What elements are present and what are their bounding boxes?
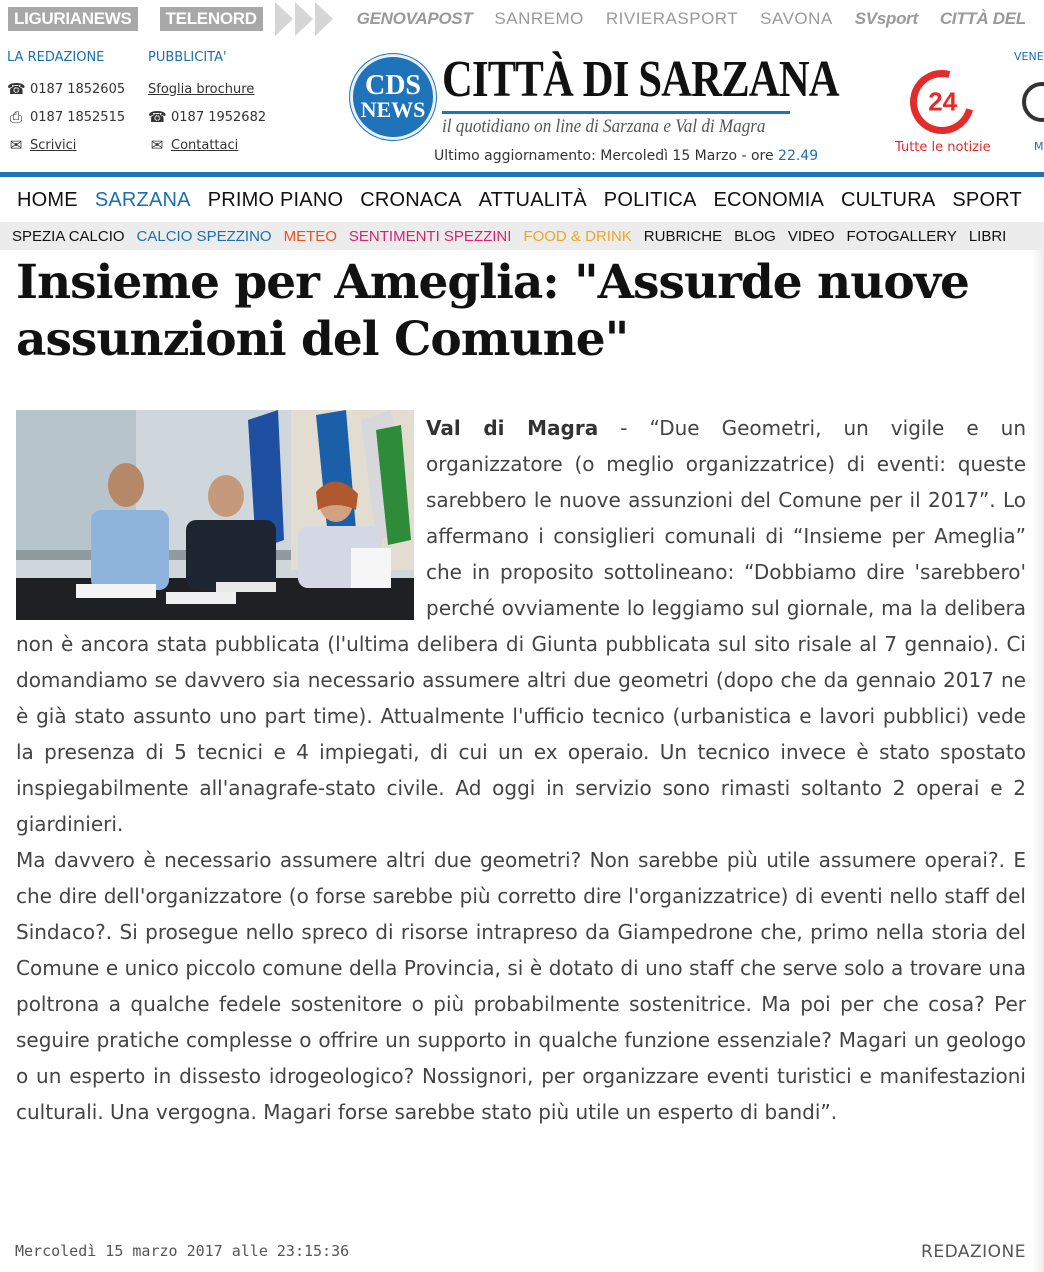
subnav-calcio-spezzino[interactable]: CALCIO SPEZZINO [136,227,272,245]
pubblicita-contacts [148,50,266,159]
network-logo-rivierasport[interactable]: RIVIERASPORT [605,9,739,28]
news24-label: 24 [927,86,957,117]
cds-logo-line1: CDS [364,70,421,102]
network-logo-sanremo[interactable]: SANREMO [494,9,584,28]
published-date: Mercoledì 15 marzo 2017 alle 23:15:36 [15,1242,350,1260]
subnav-food-drink[interactable]: FOOD & DRINK [523,227,632,245]
nav-primo-piano[interactable]: PRIMO PIANO [207,189,344,211]
mail-icon: ✉ [9,136,23,154]
photo-spacer [16,410,426,626]
redazione-heading: LA REDAZIONE [7,50,105,65]
site-subtitle: il quotidiano on line di Sarzana e Val di Magra [442,116,766,137]
cds-news-logo[interactable] [350,54,436,140]
nav-sport[interactable]: SPORT [952,189,1022,211]
subnav-fotogallery[interactable]: FOTOGALLERY [846,227,957,245]
brochure-line[interactable] [148,75,266,103]
nav-cronaca[interactable]: CRONACA [360,189,462,211]
phone-icon: ☎ [7,80,26,98]
pubblicita-heading: PUBBLICITA' [148,50,227,65]
main-nav [0,172,1044,224]
article-headline: Insieme per Ameglia: "Assurde nuove assunzioni del Comune" [16,255,969,367]
subnav-blog[interactable]: BLOG [734,227,776,245]
site-title[interactable]: CITTÀ DI SARZANA [442,51,839,108]
weather-icon [1022,82,1044,122]
nav-cultura[interactable]: CULTURA [841,189,936,211]
last-update-time: 22.49 [778,148,819,164]
nav-sarzana[interactable]: SARZANA [94,189,191,211]
redazione-contacts [7,50,125,159]
network-logo-telenord[interactable]: TELENORD [160,7,263,31]
redazione-phone [7,75,125,103]
network-bar [0,0,1044,38]
phone-icon: ☎ [148,108,167,126]
redazione-phone-number: 0187 1852605 [30,81,126,97]
redazione-fax [7,103,125,131]
scrollbar-edge [1032,250,1044,1272]
network-logo-savona[interactable]: SAVONA [760,9,833,28]
pubblicita-phone [148,103,266,131]
article-paragraph-1-text: - “Due Geometri, un vigile e un organizzatore (o meglio organizzatrice) di eventi: queste sarebbero le nuove assunzioni del Comune per il 2017”. Lo affermano i consiglieri comunali di “Insieme per Ameglia” che in proposito sottolineano: “Dobbiamo dire 'sarebbero' perché ovviamente lo leggiamo sul giornale, ma la delibera non è ancora stata pubblicata (l'ultima delibera di Giunta pubblicata sul sito risale al 7 gennaio). Ci domandiamo se davvero sia necessario assumere altri due geometri (dopo che da gennaio 2017 ne è già stato assunto uno part time). Attualmente l'ufficio tecnico (urbanistica e lavori pubblici) vede la presenza di 5 tecnici e 4 impiegati, di cui un ex operaio. Un tecnico invece è stato spostato inspiegabilmente all'anagrafe-stato civile. Ad oggi in servizio sono rimasti soltanto 2 operai e 2 giardinieri. [16,416,1026,836]
subnav-libri[interactable]: LIBRI [968,227,1007,245]
cds-logo-line2: NEWS [360,96,426,122]
subnav-meteo[interactable]: METEO [283,227,337,245]
subnav-spezia-calcio[interactable]: SPEZIA CALCIO [12,227,125,245]
redazione-write[interactable] [7,131,125,159]
sub-nav [0,222,1044,250]
network-logo-liguria[interactable]: LIGURIANEWS [8,7,138,31]
network-logo-svsport[interactable]: SVsport [854,9,918,28]
subnav-sentimenti-spezzini[interactable]: SENTIMENTI SPEZZINI [348,227,512,245]
title-rule [442,111,790,114]
nav-home[interactable]: HOME [17,189,78,211]
scrivici-link[interactable]: Scrivici [30,137,77,153]
article-author: REDAZIONE [921,1242,1026,1262]
article-body [16,410,1026,1130]
fax-icon: ⎙ [9,108,22,126]
pubblicita-phone-number: 0187 1952682 [171,109,267,125]
nav-economia[interactable]: ECONOMIA [713,189,825,211]
nav-attualita[interactable]: ATTUALITÀ [478,189,587,211]
network-logo-genovapost[interactable]: GENOVAPOST [356,9,473,28]
contattaci-link[interactable]: Contattaci [171,137,239,153]
article-paragraph-2: Ma davvero è necessario assumere altri due geometri? Non sarebbe più utile assumere operai?. E che dire dell'organizzatore (o forse sarebbe più corretto dire l'organizzatrice) di eventi nello staff del Sindaco?. Si prosegue nello spreco di risorse intrapreso da Giampedrone che, primo nella storia del Comune e unico piccolo comune della Provincia, si è dotato di uno staff che serve solo a trovare una poltrona a qualche fedele sostenitore o più probabilmente sostenitrice. Ma poi per che cosa? Per seguire pratiche complesse o offrire un supporto in qualche funzione essenziale? Magari un geologo o un esperto in dissesto idrogeologico? Nossignori, per organizzare eventi turistici e manifestazioni culturali. Una vergogna. Magari forse sarebbe stato più utile un esperto di bandi”. [16,848,1026,1124]
nav-politica[interactable]: POLITICA [603,189,697,211]
article-location: Val di Magra [426,416,599,440]
brochure-link[interactable]: Sfoglia brochure [148,81,255,97]
chevrons-icon [275,2,335,36]
last-update-label: Ultimo aggiornamento: Mercoledì 15 Marzo - ore [434,148,779,164]
news24-icon[interactable] [898,58,985,145]
last-update [434,148,818,164]
weather-fragment: M [1034,140,1044,153]
site-header [0,38,1044,172]
pubblicita-contact[interactable] [148,131,266,159]
subnav-video[interactable]: VIDEO [787,227,835,245]
date-fragment: VENE [1014,50,1044,63]
redazione-fax-number: 0187 1852515 [30,109,126,125]
network-logo-cittadel[interactable]: CITTÀ DEL [939,9,1026,28]
tutte-le-notizie-link[interactable]: Tutte le notizie [895,140,991,155]
subnav-rubriche[interactable]: RUBRICHE [643,227,723,245]
mail-icon: ✉ [150,136,164,154]
